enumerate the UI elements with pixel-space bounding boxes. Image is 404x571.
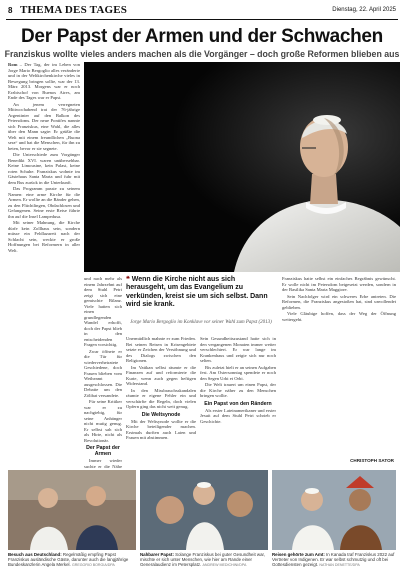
article-paragraph: Mit der Weltsynode wollte er die Kirche beteiligender machen. Erstmals durften auch Laien und Frauen mit abstimmen.: [126, 418, 196, 440]
article-paragraph: Mit seiner Mahnung, die Kirche dürfe kein Zollhaus sein, sondern müsse ein Feldlazarett nach der Schlacht sein, weckte er große Hoffnungen bei Reformern in aller Welt.: [8, 220, 80, 253]
column-subheading: Ein Papst von den Rändern: [204, 400, 272, 407]
quote-mark-icon: ❝: [126, 276, 130, 283]
section-title: THEMA DES TAGES: [20, 4, 128, 16]
article-paragraph: Die Welt trauert um einen Papst, der die Kirche näher zu den Menschen bringen wollte.: [200, 382, 276, 398]
header-rule: [6, 19, 398, 20]
subheadline: Franziskus wollte vieles anders machen als die Vorgänger – doch große Reformen blieben aus: [4, 49, 400, 59]
article-paragraph: und nach mehr als einem Jahrzehnt auf dem Stuhl Petri zeigt sich eine gemischte Bilanz. Viele hatten sich einen grundlegenden Wandel erhofft, doch der Papst blieb in den entscheidenden Fragen vorsichtig.: [84, 276, 122, 347]
article-paragraph: Für seine Kritiker war er zu nachgiebig, für seine Anhänger nicht mutig genug. Er selbst sah sich als Hirte, nicht als Revolutionär.: [84, 399, 122, 443]
text-column-c: [200, 336, 276, 466]
article-paragraph: Franziskus hatte selbst ein einfaches Begräbnis gewünscht. Er wolle nicht im Petersdom beigesetzt werden, sondern in der Basilika Santa Maria Maggiore.: [282, 276, 396, 292]
article-paragraph: In den Missbrauchsskandalen räumte er eigene Fehler ein und verschärfte die Regeln, doch vielen Opfern ging das nicht weit genug.: [126, 387, 196, 409]
caption-lead: Nahbarer Papst:: [140, 552, 174, 557]
photo-credit: GREGORIO BORGIA/DPA: [71, 563, 115, 568]
text-column-b: [126, 336, 196, 466]
article-paragraph: An jenem verregneten Mittwochabend trat der 76-jährige Argentinier auf den Balkon des Petersdoms. Der neue Pontifex nannte sich Franziskus, eine Wahl, die alles über den Mann sagte: Er grüßte die Welt mit einem freundlichen „Buona sera“ und bat die Menschen, für ihn zu beten, bevor er sie segnete.: [8, 101, 80, 151]
issue-date: Dienstag, 22. April 2025: [332, 7, 396, 13]
right-text-column: [282, 276, 396, 456]
pull-quote-text: Wenn die Kirche nicht aus sich herausgeht, um das Evangelium zu verkünden, kreist sie um sich selbst. Dann wird sie krank.: [126, 276, 268, 308]
pope-portrait-image: [84, 62, 400, 272]
article-paragraph: Als erster Lateinamerikaner und erster Jesuit auf dem Stuhl Petri schrieb er Geschichte.: [200, 407, 276, 424]
photo-merkel-visit: [8, 470, 136, 550]
article-paragraph: Die Unterschiede zum Vorgänger Benedikt XVI. waren unübersehbar. Keine Limousine, kein Palast, keine roten Schuhe. Franziskus wohnte im Gästehaus Santa Marta und fuhr mit dem Bus zurück in die Unterkunft.: [8, 152, 80, 185]
article-paragraph: Immer wieder suchte er die Nähe: [84, 458, 122, 469]
article-paragraph: Das Programm passte zu seinem Namen: eine arme Kirche für die Armen. Er wollte an die Ränder gehen, zu den Flüchtlingen, Obdachlosen und Gefangenen. Seine erste Reise führte ihn auf die Insel Lampedusa.: [8, 186, 80, 219]
photo-credit: NATHAN DENETTE/DPA: [319, 563, 360, 568]
caption-text: Solange Franziskus bei guter Gesundheit war, mischte er sich unter Menschen, wie hier am Rande einer Generalaudienz im Petersplatz.: [140, 552, 265, 568]
photo-caption: [272, 552, 396, 569]
article-paragraph: Sein Gesundheitszustand hatte sich in den vergangenen Monaten immer weiter verschlechtert. Er war lange im Krankenhaus und zeigte sich nur noch selten.: [200, 336, 276, 363]
article-paragraph: – Der Tag, der im Leben von Jorge Mario Bergoglio alles veränderte und in der Weltkirchenkirche vieles in Bewegung bringen sollte, war der 13. März 2013. Morgens war er noch Erzbischof von Buenos Aires, am Ende des Tages war er Papst.: [8, 62, 80, 100]
article-paragraph: Unermüdlich mahnte er zum Frieden. Bei seinen Reisen in Krisengebiete setzte er Zeichen der Versöhnung und des Dialogs zwischen den Religionen.: [126, 336, 196, 363]
photo-credit: ANDREW MEDICHINI/DPA: [202, 563, 247, 568]
photo-pope-crowd-image: [140, 470, 268, 550]
article-paragraph: Zwar öffnete er die Tür für wiederverheiratete Geschiedene, doch Frauen blieben vom Weiheamt ausgeschlossen. Die Debatte um den Zölibat versandete.: [84, 348, 122, 398]
author-byline: CHRISTOPH SATOR: [350, 458, 394, 463]
text-column-a: [84, 276, 122, 469]
photo-canada-visit: [272, 470, 396, 550]
headline: Der Papst der Armen und der Schwachen: [21, 26, 383, 47]
main-photo: [84, 62, 400, 272]
caption-text: In Kanada traf Franziskus 2022 auf Vertreter von Indigenen. Er war selbst schmutzig und oft bei Gottesdiensten gezeigt.: [272, 552, 395, 568]
photo-pope-crowd: [140, 470, 268, 550]
caption-text: Regelmäßig empfing Papst Franziskus ausländische Gäste, darunter auch die langjährige Bundeskanzlerin Angela Merkel.: [8, 552, 129, 568]
caption-lead: Reisen gehörte zum Amt:: [272, 552, 325, 557]
pull-quote-attribution: Jorge Mario Bergoglio im Konklave vor seiner Wahl zum Papst (2013): [130, 320, 272, 325]
article-paragraph: Bis zuletzt hielt er an seinen Aufgaben fest. Am Ostersonntag spendete er noch den Segen Urbi et Orbi.: [200, 364, 276, 381]
photo-caption: [140, 552, 268, 569]
article-paragraph: Sein Nachfolger wird ein schweres Erbe antreten. Die Reformen, die Franziskus angestoßen hat, sind unvollendet geblieben.: [282, 293, 396, 310]
column-subheading: Der Papst der Armen: [86, 445, 120, 457]
left-text-column: [8, 62, 80, 464]
caption-lead: Besuch aus Deutschland:: [8, 552, 62, 557]
pull-quote: [126, 276, 276, 309]
photo-caption: [8, 552, 136, 569]
article-paragraph: Viele Gläubige hoffen, dass der Weg der Öffnung weitergeht.: [282, 311, 396, 322]
photo-merkel-visit-image: [8, 470, 136, 550]
photo-canada-visit-image: [272, 470, 396, 550]
article-paragraph: Im Vatikan selbst räumte er die Finanzen auf und reformierte die Kurie, wenn auch gegen heftigen Widerstand.: [126, 364, 196, 386]
column-subheading: Die Weltsynode: [141, 411, 181, 418]
page-number: 8: [8, 6, 13, 15]
dateline: Rom: [8, 62, 18, 67]
